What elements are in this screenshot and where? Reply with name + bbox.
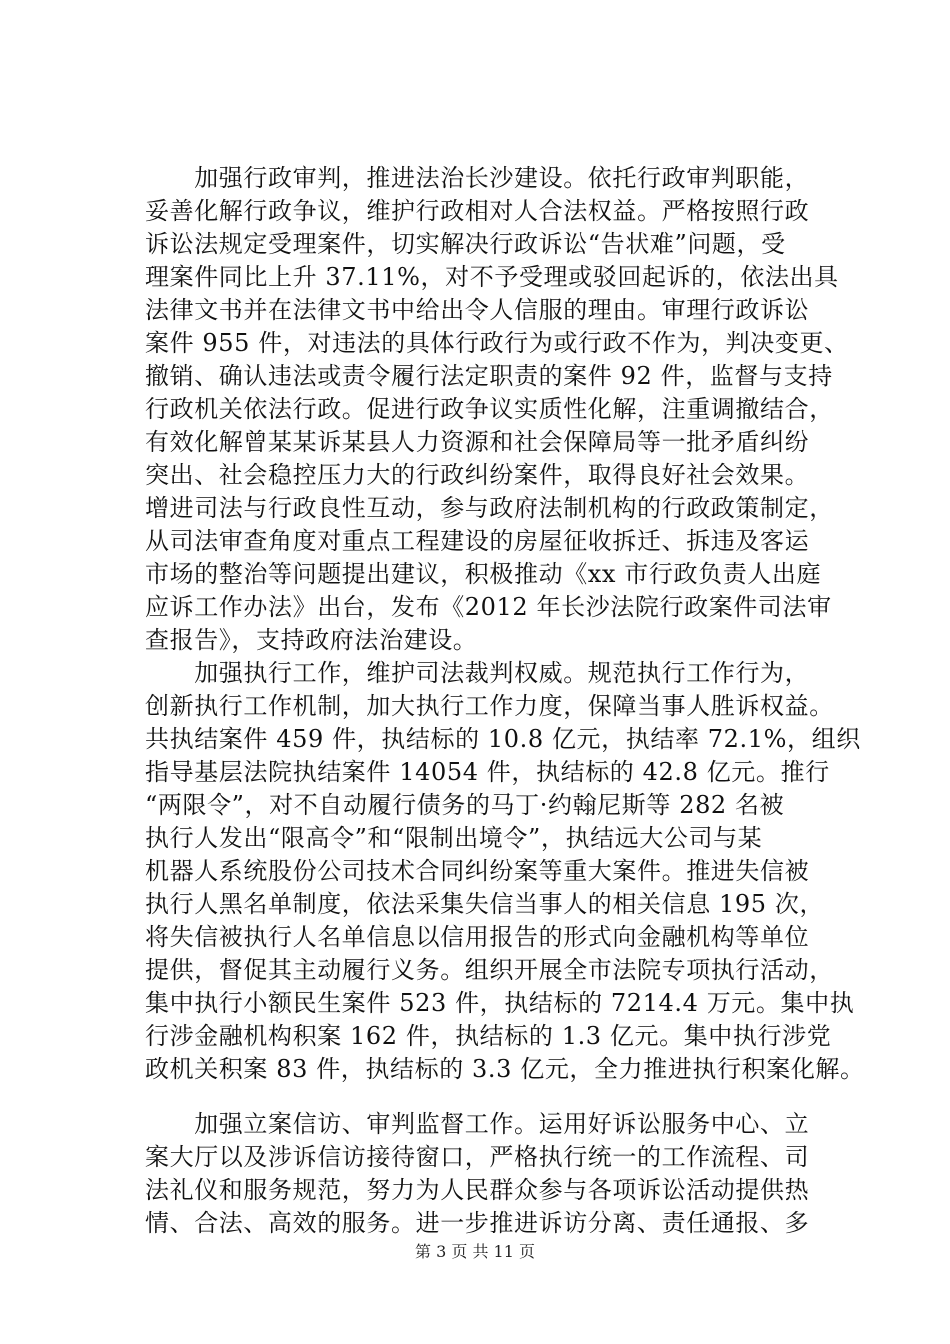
text-line: 理案件同比上升 37.11%，对不予受理或驳回起诉的，依法出具 (145, 263, 839, 291)
text-line: 法礼仪和服务规范，努力为人民群众参与各项诉讼活动提供热 (145, 1176, 810, 1204)
text-line: 行政机关依法行政。促进行政争议实质性化解，注重调撤结合， (145, 395, 834, 423)
text-line: 有效化解曾某某诉某县人力资源和社会保障局等一批矛盾纠纷 (145, 428, 810, 456)
text-line: 政机关积案 83 件，执结标的 3.3 亿元，全力推进执行积案化解。 (145, 1055, 865, 1083)
page-footer: 第 3 页 共 11 页 (415, 1242, 535, 1261)
text-line: 妥善化解行政争议，维护行政相对人合法权益。严格按照行政 (145, 197, 810, 225)
text-line: 突出、社会稳控压力大的行政纠纷案件，取得良好社会效果。 (145, 461, 810, 489)
text-line: 提供，督促其主动履行义务。组织开展全市法院专项执行活动， (145, 956, 834, 984)
text-line: 增进司法与行政良性互动，参与政府法制机构的行政政策制定， (145, 494, 834, 522)
body-text-section-1 (145, 162, 865, 1086)
text-line: 市场的整治等问题提出建议，积极推动《xx 市行政负责人出庭 (145, 560, 822, 588)
text-line: 案大厅以及涉诉信访接待窗口，严格执行统一的工作流程、司 (145, 1143, 810, 1171)
text-line: 应诉工作办法》出台，发布《2012 年长沙法院行政案件司法审 (145, 593, 832, 621)
text-line: 撤销、确认违法或责令履行法定职责的案件 92 件，监督与支持 (145, 362, 833, 390)
text-line: 从司法审查角度对重点工程建设的房屋征收拆迁、拆违及客运 (145, 527, 810, 555)
text-line: 创新执行工作机制，加大执行工作力度，保障当事人胜诉权益。 (145, 692, 834, 720)
text-line: “两限令”，对不自动履行债务的马丁·约翰尼斯等 282 名被 (145, 791, 785, 819)
text-line: 行涉金融机构积案 162 件，执结标的 1.3 亿元。集中执行涉党 (145, 1022, 832, 1050)
text-line: 诉讼法规定受理案件，切实解决行政诉讼“告状难”问题，受 (145, 230, 786, 258)
text-line: 法律文书并在法律文书中给出令人信服的理由。审理行政诉讼 (145, 296, 810, 324)
text-line: 情、合法、高效的服务。进一步推进诉访分离、责任通报、多 (145, 1209, 810, 1237)
text-line: 查报告》，支持政府法治建设。 (145, 626, 478, 654)
text-line: 加强行政审判，推进法治长沙建设。依托行政审判职能， (145, 164, 810, 192)
text-line: 加强立案信访、审判监督工作。运用好诉讼服务中心、立 (145, 1110, 810, 1138)
text-line: 机器人系统股份公司技术合同纠纷案等重大案件。推进失信被 (145, 857, 810, 885)
text-line: 案件 955 件，对违法的具体行政行为或行政不作为，判决变更、 (145, 329, 849, 357)
text-line: 共执结案件 459 件，执结标的 10.8 亿元，执结率 72.1%，组织 (145, 725, 861, 753)
text-line: 加强执行工作，维护司法裁判权威。规范执行工作行为， (145, 659, 810, 687)
text-line: 集中执行小额民生案件 523 件，执结标的 7214.4 万元。集中执 (145, 989, 855, 1017)
text-line: 将失信被执行人名单信息以信用报告的形式向金融机构等单位 (145, 923, 810, 951)
text-line: 执行人黑名单制度，依法采集失信当事人的相关信息 195 次， (145, 890, 825, 918)
text-line: 执行人发出“限高令”和“限制出境令”，执结远大公司与某 (145, 824, 763, 852)
body-text-section-2 (145, 1108, 825, 1240)
text-line: 指导基层法院执结案件 14054 件，执结标的 42.8 亿元。推行 (145, 758, 830, 786)
